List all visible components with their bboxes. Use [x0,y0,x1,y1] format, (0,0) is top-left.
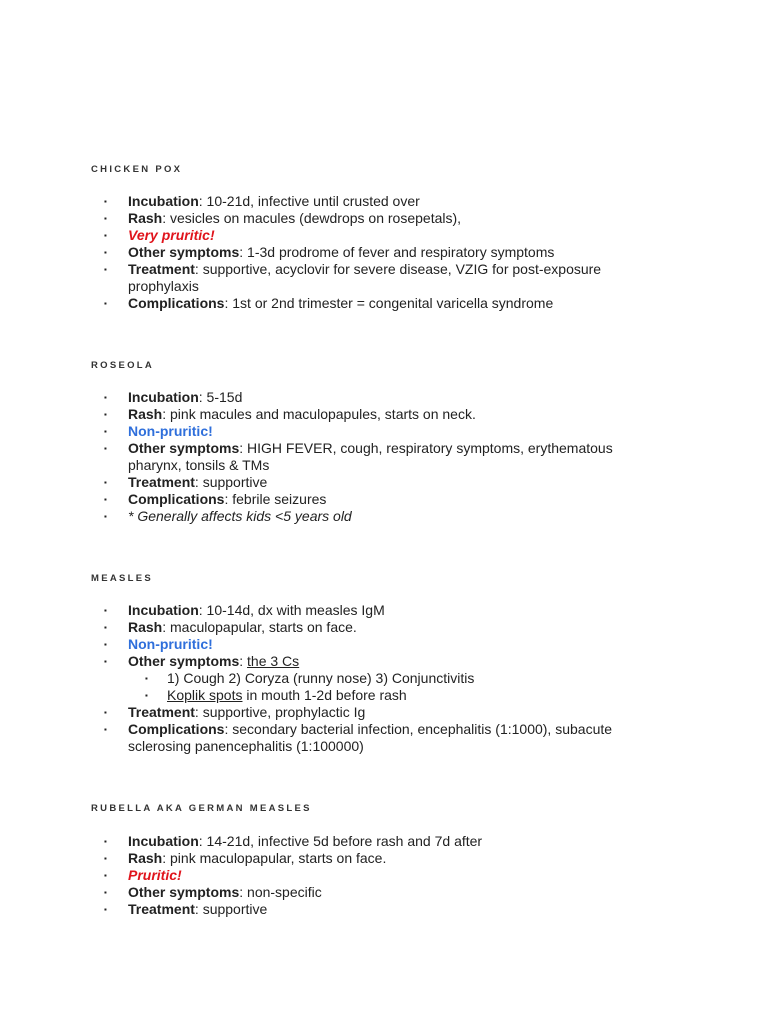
pruritic-note: Non-pruritic! [128,636,213,652]
list-item-rash [0,619,768,636]
list-item-incubation [0,389,768,406]
list-item-incubation [0,193,768,210]
bullet-icon: ▪ [104,837,107,846]
bullet-icon: ▪ [104,854,107,863]
item-label: Rash [128,619,163,635]
item-label: Treatment [128,474,195,490]
pruritic-note: Very pruritic! [128,227,215,243]
list-item-other-symptoms [0,440,768,474]
list-item-treatment [0,474,768,491]
item-text: : supportive, prophylactic Ig [194,704,366,720]
measles-list [0,602,768,755]
item-label: Complications [128,721,225,737]
item-label: Incubation [128,193,199,209]
chicken-pox-list [0,193,768,312]
bullet-icon: ▪ [104,871,107,880]
bullet-icon: ▪ [104,410,107,419]
item-text: : supportive [194,474,268,490]
bullet-icon: ▪ [104,905,107,914]
bullet-icon: ▪ [104,248,107,257]
list-item-rash [0,850,768,867]
list-item-complications [0,295,768,312]
item-text: : secondary bacterial infection, encephalitis (1:1000), subacute sclerosing panencephalitis (1:100000) [128,721,613,754]
item-text: : pink maculopapular, starts on face. [162,850,387,866]
list-item-incubation [0,833,768,850]
bullet-icon: ▪ [145,674,148,683]
bullet-icon: ▪ [104,606,107,615]
section-heading: ROSEOLA [91,360,155,371]
list-item-rash [0,210,768,227]
roseola-list [0,389,768,525]
item-label: Other symptoms [128,653,240,669]
list-item-treatment [0,901,768,918]
item-text: : 14-21d, infective 5d before rash and 7d after [198,833,483,849]
item-text: : maculopapular, starts on face. [162,619,357,635]
item-text: : 5-15d [198,389,243,405]
bullet-icon: ▪ [104,623,107,632]
bullet-icon: ▪ [104,427,107,436]
list-item-other-symptoms [0,244,768,261]
bullet-icon: ▪ [104,640,107,649]
list-item-other-symptoms [0,884,768,901]
list-item-pruritic [0,867,768,884]
item-label: Treatment [128,261,195,277]
item-text: 1) Cough 2) Coryza (runny nose) 3) Conjunctivitis [167,670,475,686]
item-label: Incubation [128,602,199,618]
bullet-icon: ▪ [104,197,107,206]
item-text: : non-specific [239,884,322,900]
bullet-icon: ▪ [104,231,107,240]
item-text: : 10-21d, infective until crusted over [198,193,420,209]
item-text: : vesicles on macules (dewdrops on rosepetals), [162,210,462,226]
bullet-icon: ▪ [104,299,107,308]
pruritic-note: Non-pruritic! [128,423,213,439]
section-heading: RUBELLA AKA GERMAN MEASLES [91,803,312,814]
bullet-icon: ▪ [104,725,107,734]
list-item-pruritic [0,636,768,653]
list-item-other-symptoms [0,653,768,670]
item-label: Rash [128,406,163,422]
item-separator: : [239,653,248,669]
bullet-icon: ▪ [104,657,107,666]
pruritic-note: Pruritic! [128,867,182,883]
item-text: in mouth 1-2d before rash [242,687,407,703]
item-text: : HIGH FEVER, cough, respiratory symptoms, erythematous pharynx, tonsils & TMs [128,440,613,473]
list-subitem-cs [0,670,768,687]
item-text: : supportive [194,901,268,917]
item-text: : 10-14d, dx with measles IgM [198,602,385,618]
bullet-icon: ▪ [104,444,107,453]
list-item-complications [0,491,768,508]
item-label: Other symptoms [128,884,240,900]
bullet-icon: ▪ [104,393,107,402]
item-label: Rash [128,210,163,226]
item-text: : pink macules and maculopapules, starts on neck. [162,406,476,422]
bullet-icon: ▪ [104,708,107,717]
list-item-pruritic [0,227,768,244]
rubella-list [0,833,768,918]
bullet-icon: ▪ [104,265,107,274]
item-label: Other symptoms [128,244,240,260]
list-item-treatment [0,704,768,721]
item-text: : 1st or 2nd trimester = congenital varicella syndrome [224,295,554,311]
list-subitem-koplik [0,687,768,704]
bullet-icon: ▪ [104,478,107,487]
item-text: : supportive, acyclovir for severe disease, VZIG for post-exposure prophylaxis [128,261,602,294]
koplik-spots-link[interactable]: Koplik spots [167,687,243,703]
item-label: Incubation [128,833,199,849]
bullet-icon: ▪ [104,888,107,897]
age-note: * Generally affects kids <5 years old [128,508,352,524]
bullet-icon: ▪ [104,512,107,521]
three-cs-link[interactable]: the 3 Cs [247,653,300,669]
item-label: Treatment [128,901,195,917]
section-heading: CHICKEN POX [91,164,183,175]
item-label: Complications [128,295,225,311]
item-label: Treatment [128,704,195,720]
item-text: : febrile seizures [224,491,327,507]
item-label: Incubation [128,389,199,405]
item-label: Rash [128,850,163,866]
bullet-icon: ▪ [104,214,107,223]
list-item-complications [0,721,768,755]
list-item-note [0,508,768,525]
bullet-icon: ▪ [145,691,148,700]
list-item-pruritic [0,423,768,440]
item-text: : 1-3d prodrome of fever and respiratory symptoms [239,244,555,260]
item-label: Complications [128,491,225,507]
section-heading: MEASLES [91,573,154,584]
bullet-icon: ▪ [104,495,107,504]
item-label: Other symptoms [128,440,240,456]
list-item-rash [0,406,768,423]
list-item-treatment [0,261,768,295]
list-item-incubation [0,602,768,619]
